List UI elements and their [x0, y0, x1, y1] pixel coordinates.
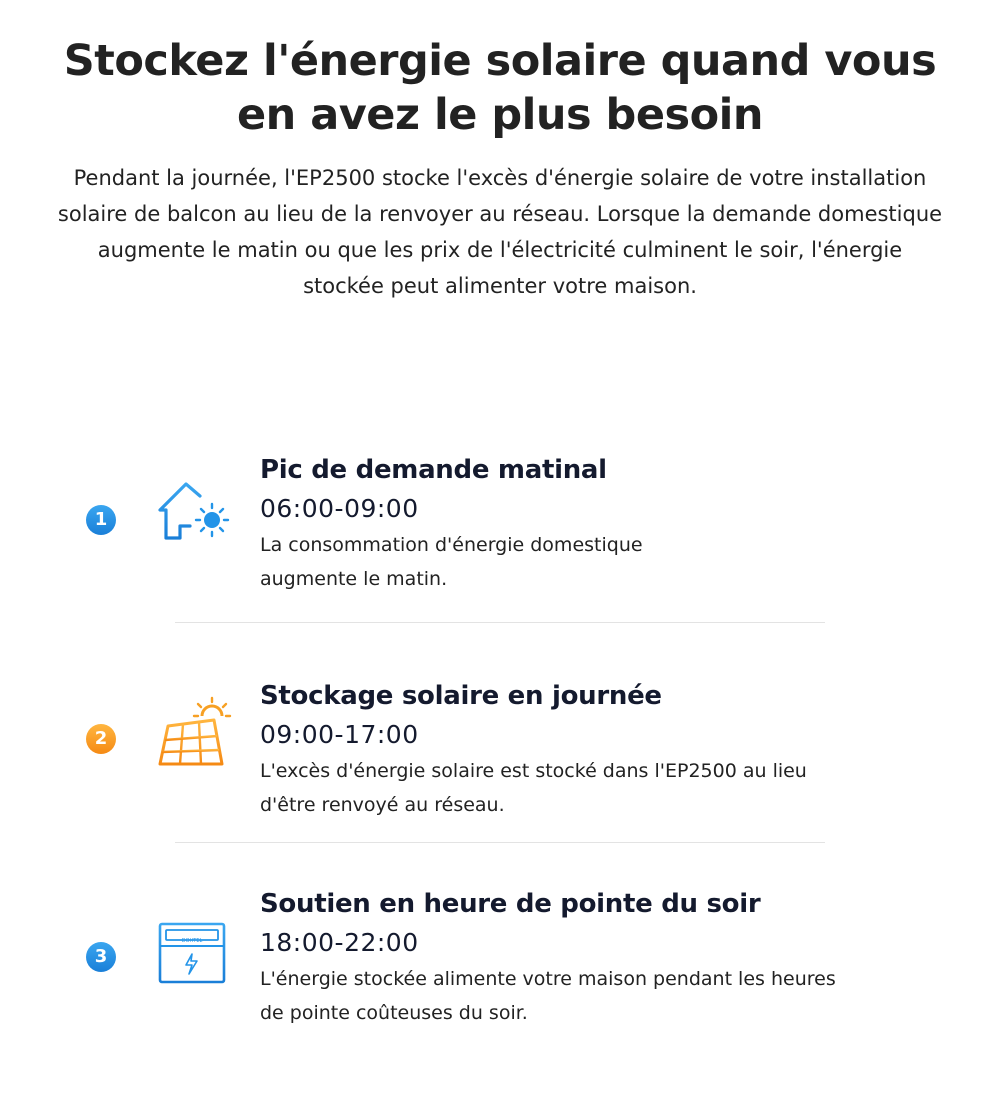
step-morning-peak: [0, 440, 1000, 600]
step-description: L'excès d'énergie solaire est stocké dans l'EP2500 au lieu d'être renvoyé au réseau.: [260, 760, 807, 816]
step-title: Soutien en heure de pointe du soir: [260, 889, 761, 919]
device-brand-label: DOHTEL: [181, 938, 203, 944]
intro-paragraph: Pendant la journée, l'EP2500 stocke l'excès d'énergie solaire de votre installation solaire de balcon au lieu de la renvoyer au réseau. Lorsque la demande domestique augmente le matin ou que les prix de l'électricité culminent le soir, l'énergie stockée peut alimenter votre maison.: [57, 166, 943, 298]
solar-panel-icon: [156, 696, 232, 772]
step-evening-peak: [0, 874, 1000, 1034]
page-title: Stockez l'énergie solaire quand vous en avez le plus besoin: [63, 36, 937, 140]
house-sun-icon: [156, 480, 232, 556]
step-number-badge: 3: [86, 942, 116, 972]
step-description: L'énergie stockée alimente votre maison pendant les heures de pointe coûteuses du soir.: [260, 968, 836, 1024]
battery-unit-icon: [156, 920, 232, 996]
step-time: 06:00-09:00: [260, 494, 419, 523]
divider: [175, 842, 825, 843]
step-daytime-storage: [0, 666, 1000, 826]
step-number-badge: 1: [86, 505, 116, 535]
step-number-badge: 2: [86, 724, 116, 754]
divider: [175, 622, 825, 623]
step-description: La consommation d'énergie domestique augmente le matin.: [260, 534, 643, 590]
step-time: 18:00-22:00: [260, 928, 419, 957]
step-title: Stockage solaire en journée: [260, 681, 662, 711]
step-title: Pic de demande matinal: [260, 455, 607, 485]
step-time: 09:00-17:00: [260, 720, 419, 749]
